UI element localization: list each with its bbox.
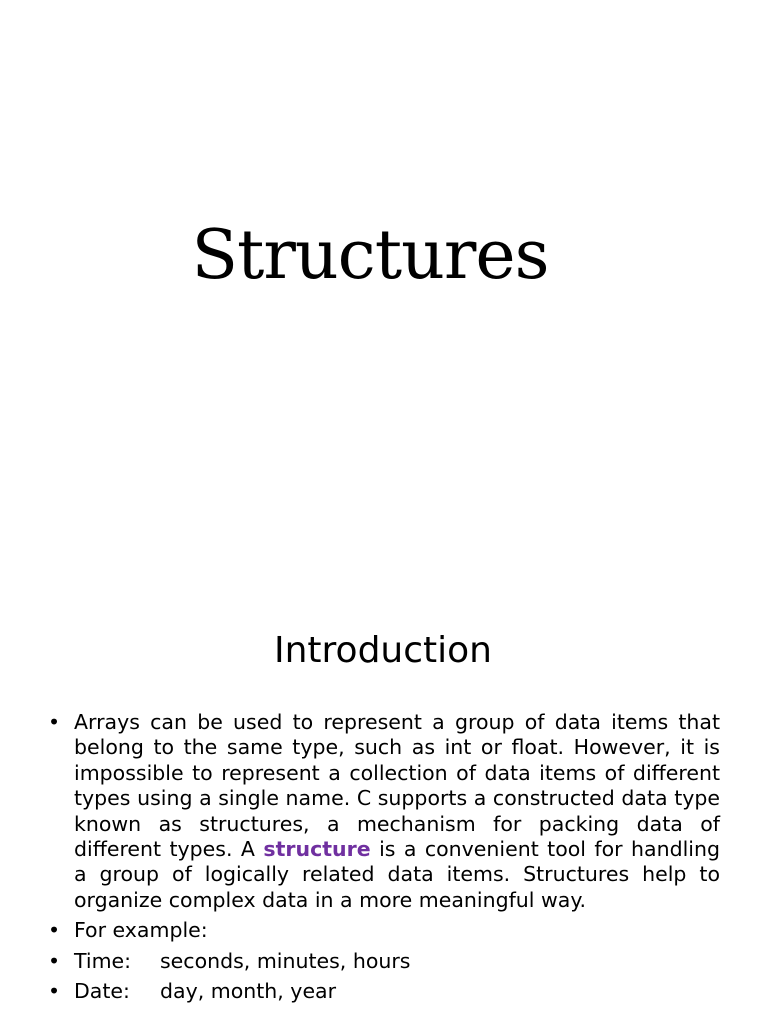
introduction-slide [0, 576, 768, 1024]
slide-title: Structures [191, 216, 549, 295]
bullet-icon: • [48, 918, 61, 943]
bullet-icon: • [48, 979, 61, 1004]
paragraph-text-start: Arrays can be used to represent a group of data items that belong to the same type, such as int or float. However, it is impossible to represent a collection of data items of different types using a single name. C supports a constructed data type known as structures, a mechanism for packing data of different types. A [74, 710, 720, 862]
section-heading: Introduction [273, 630, 492, 671]
bullet-icon: • [48, 948, 61, 973]
list-item [48, 710, 720, 913]
highlighted-term: structure [263, 837, 371, 862]
example-label: For example: [74, 918, 208, 943]
paragraph [74, 710, 720, 913]
list-item [48, 949, 720, 974]
bullet-icon: • [48, 710, 61, 734]
list-item [48, 979, 720, 1004]
example-term: Time: [74, 948, 132, 973]
paragraph-text-end: is a convenient tool for handling a group of logically related data items. Structures help to organize complex data in a more meaningful way. [74, 837, 720, 912]
list-item [48, 918, 720, 943]
bullet-list [48, 710, 720, 1009]
example-value: seconds, minutes, hours [160, 948, 411, 973]
example-term: Date: [74, 979, 130, 1004]
example-value: day, month, year [160, 979, 337, 1004]
